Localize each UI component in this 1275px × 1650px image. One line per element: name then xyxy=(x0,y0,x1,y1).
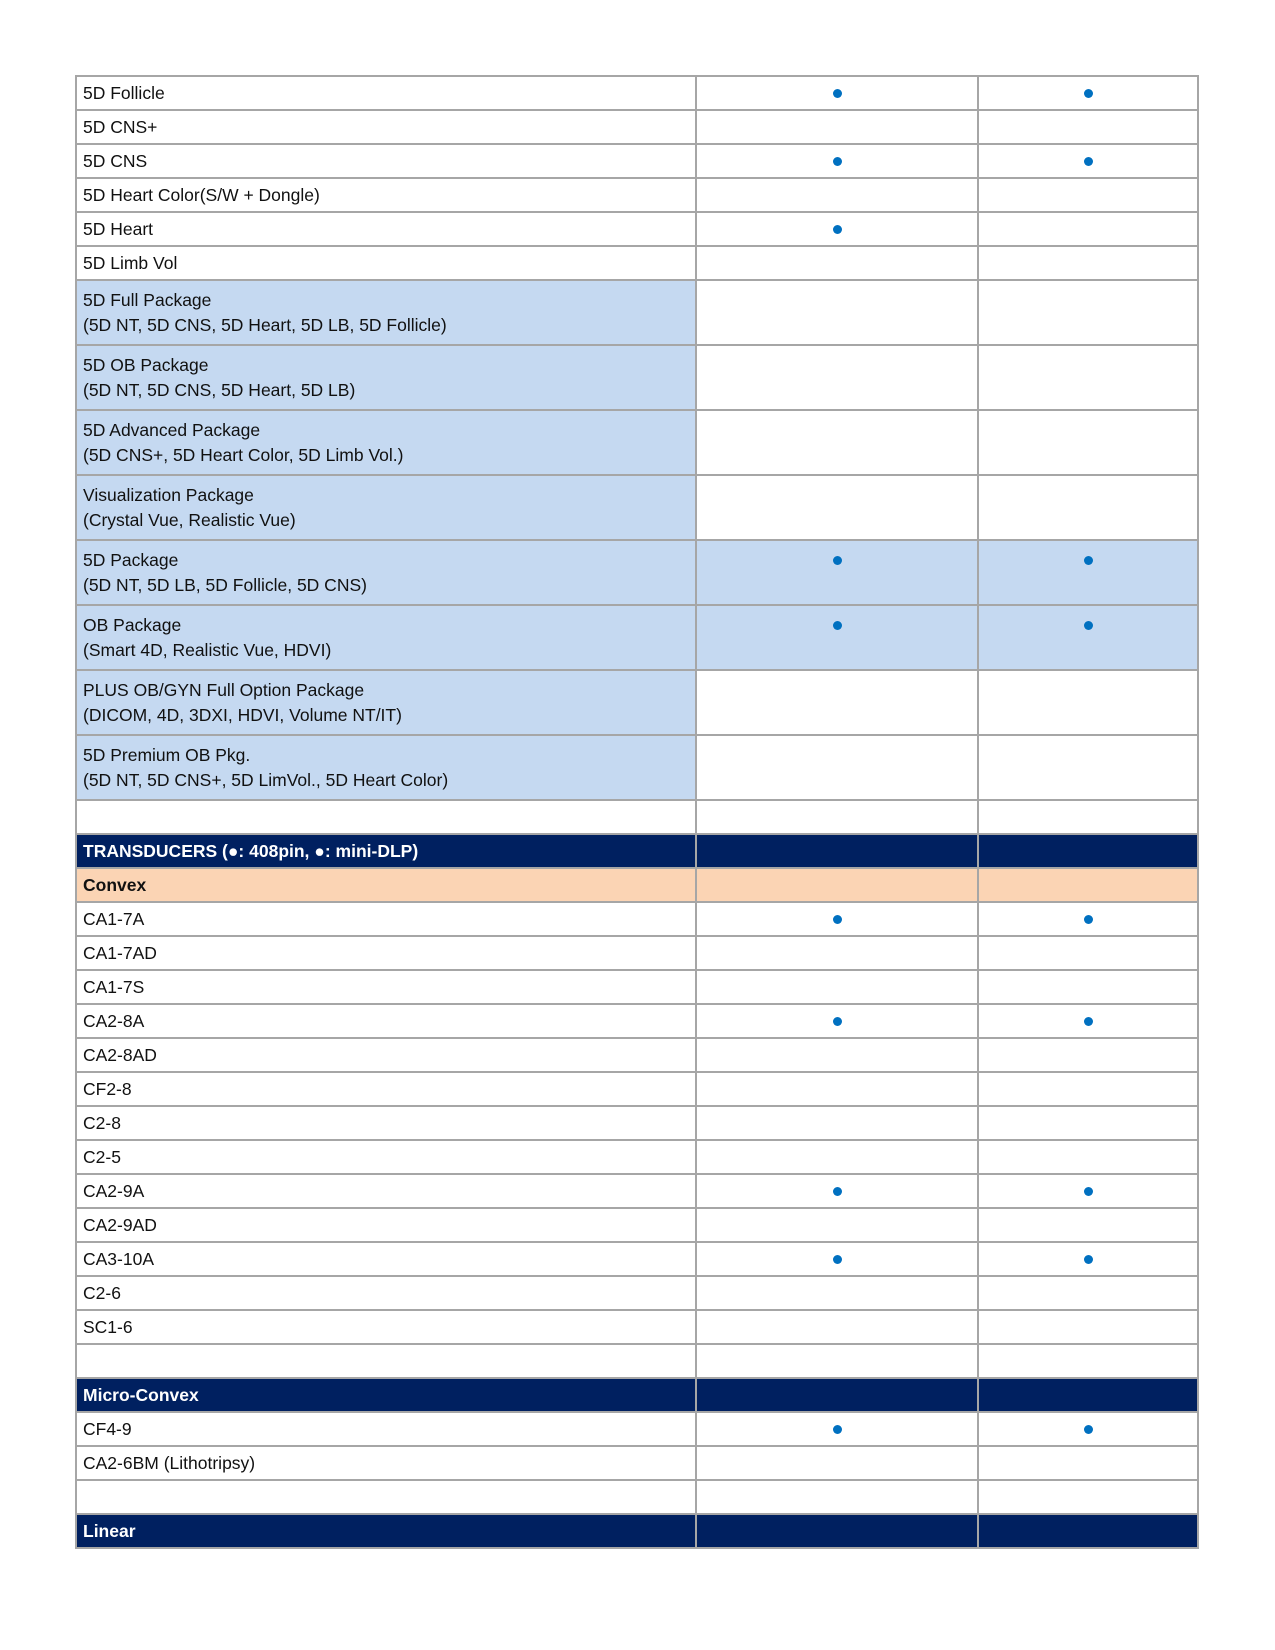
col3-availability-cell xyxy=(978,212,1198,246)
package-contents: (5D NT, 5D LB, 5D Follicle, 5D CNS) xyxy=(83,574,367,595)
col3-availability-cell xyxy=(978,280,1198,345)
bullet-dot-icon xyxy=(1084,556,1093,565)
package-contents: (Smart 4D, Realistic Vue, HDVI) xyxy=(83,639,332,660)
col2-availability-cell xyxy=(696,1038,978,1072)
col3-availability-cell xyxy=(978,970,1198,1004)
package-row xyxy=(76,345,1198,410)
col2-availability-cell xyxy=(696,1276,978,1310)
bullet-dot-icon xyxy=(833,1425,842,1434)
item-row xyxy=(76,212,1198,246)
item-row xyxy=(76,1106,1198,1140)
col3-availability-cell xyxy=(978,1208,1198,1242)
item-label: CA1-7AD xyxy=(76,936,696,970)
blank-row xyxy=(76,1344,1198,1378)
item-label: C2-6 xyxy=(76,1276,696,1310)
item-label: CA3-10A xyxy=(76,1242,696,1276)
package-row xyxy=(76,540,1198,605)
col3-availability-cell xyxy=(978,1106,1198,1140)
col2-availability-cell xyxy=(696,76,978,110)
package-label-cell xyxy=(76,475,696,540)
package-name: OB Package xyxy=(83,614,182,635)
col2-availability-cell xyxy=(696,540,978,605)
bullet-dot-icon xyxy=(833,621,842,630)
package-name: PLUS OB/GYN Full Option Package xyxy=(83,679,365,700)
blank-row xyxy=(76,1480,1198,1514)
item-label: CA2-6BM (Lithotripsy) xyxy=(76,1446,696,1480)
item-label: C2-8 xyxy=(76,1106,696,1140)
bullet-dot-icon xyxy=(833,1017,842,1026)
package-row xyxy=(76,410,1198,475)
col3-availability-cell xyxy=(978,1412,1198,1446)
empty-cell xyxy=(978,1514,1198,1548)
bullet-dot-icon xyxy=(833,1187,842,1196)
package-label-cell xyxy=(76,670,696,735)
col3-availability-cell xyxy=(978,735,1198,800)
item-row xyxy=(76,246,1198,280)
bullet-dot-icon xyxy=(1084,1255,1093,1264)
bullet-dot-icon xyxy=(833,915,842,924)
section-header-row xyxy=(76,834,1198,868)
package-row xyxy=(76,280,1198,345)
package-name: 5D Package xyxy=(83,549,179,570)
col3-availability-cell xyxy=(978,1446,1198,1480)
empty-cell xyxy=(696,1378,978,1412)
item-label: 5D Limb Vol xyxy=(76,246,696,280)
empty-cell xyxy=(76,1480,696,1514)
empty-cell xyxy=(696,800,978,834)
col3-availability-cell xyxy=(978,246,1198,280)
item-label: 5D Heart Color(S/W + Dongle) xyxy=(76,178,696,212)
item-label: CA1-7A xyxy=(76,902,696,936)
col2-availability-cell xyxy=(696,110,978,144)
col2-availability-cell xyxy=(696,936,978,970)
bullet-dot-icon xyxy=(1084,89,1093,98)
col3-availability-cell xyxy=(978,1276,1198,1310)
spec-table xyxy=(75,75,1199,1549)
package-contents: (5D NT, 5D CNS+, 5D LimVol., 5D Heart Color) xyxy=(83,769,449,790)
spec-table-body xyxy=(76,76,1198,1548)
item-row xyxy=(76,1004,1198,1038)
item-row xyxy=(76,76,1198,110)
item-label: CA1-7S xyxy=(76,970,696,1004)
col3-availability-cell xyxy=(978,1004,1198,1038)
col2-availability-cell xyxy=(696,1106,978,1140)
item-row xyxy=(76,110,1198,144)
item-row xyxy=(76,970,1198,1004)
item-row xyxy=(76,1208,1198,1242)
empty-cell xyxy=(978,834,1198,868)
col3-availability-cell xyxy=(978,605,1198,670)
item-row xyxy=(76,1446,1198,1480)
package-name: Visualization Package xyxy=(83,484,254,505)
item-label: C2-5 xyxy=(76,1140,696,1174)
col2-availability-cell xyxy=(696,1412,978,1446)
item-row xyxy=(76,1140,1198,1174)
item-row xyxy=(76,178,1198,212)
package-label-cell xyxy=(76,280,696,345)
item-label: 5D CNS xyxy=(76,144,696,178)
item-label: CA2-8A xyxy=(76,1004,696,1038)
bullet-dot-icon xyxy=(1084,621,1093,630)
item-row xyxy=(76,1174,1198,1208)
section-title: Micro-Convex xyxy=(76,1378,696,1412)
section-header-row xyxy=(76,1514,1198,1548)
bullet-dot-icon xyxy=(833,1255,842,1264)
col3-availability-cell xyxy=(978,670,1198,735)
col2-availability-cell xyxy=(696,144,978,178)
package-contents: (5D NT, 5D CNS, 5D Heart, 5D LB) xyxy=(83,379,356,400)
col3-availability-cell xyxy=(978,110,1198,144)
col3-availability-cell xyxy=(978,144,1198,178)
bullet-dot-icon xyxy=(833,89,842,98)
item-row xyxy=(76,1276,1198,1310)
col2-availability-cell xyxy=(696,1446,978,1480)
col2-availability-cell xyxy=(696,970,978,1004)
col3-availability-cell xyxy=(978,1242,1198,1276)
col2-availability-cell xyxy=(696,1242,978,1276)
col3-availability-cell xyxy=(978,1140,1198,1174)
col3-availability-cell xyxy=(978,1310,1198,1344)
col2-availability-cell xyxy=(696,902,978,936)
empty-cell xyxy=(696,834,978,868)
package-row xyxy=(76,475,1198,540)
package-row xyxy=(76,605,1198,670)
col3-availability-cell xyxy=(978,902,1198,936)
item-label: CA2-8AD xyxy=(76,1038,696,1072)
empty-cell xyxy=(76,800,696,834)
bullet-dot-icon xyxy=(1084,1017,1093,1026)
item-label: 5D Heart xyxy=(76,212,696,246)
package-name: 5D Full Package xyxy=(83,289,212,310)
item-row xyxy=(76,1038,1198,1072)
col2-availability-cell xyxy=(696,280,978,345)
empty-cell xyxy=(76,1344,696,1378)
col3-availability-cell xyxy=(978,178,1198,212)
item-row xyxy=(76,144,1198,178)
bullet-dot-icon xyxy=(833,225,842,234)
package-name: 5D Premium OB Pkg. xyxy=(83,744,251,765)
package-name: 5D Advanced Package xyxy=(83,419,261,440)
empty-cell xyxy=(978,1480,1198,1514)
item-label: 5D Follicle xyxy=(76,76,696,110)
bullet-dot-icon xyxy=(1084,1425,1093,1434)
item-row xyxy=(76,1072,1198,1106)
bullet-dot-icon xyxy=(1084,157,1093,166)
col3-availability-cell xyxy=(978,76,1198,110)
col2-availability-cell xyxy=(696,1072,978,1106)
col2-availability-cell xyxy=(696,178,978,212)
package-contents: (5D CNS+, 5D Heart Color, 5D Limb Vol.) xyxy=(83,444,404,465)
col2-availability-cell xyxy=(696,410,978,475)
package-name: 5D OB Package xyxy=(83,354,209,375)
col2-availability-cell xyxy=(696,1140,978,1174)
package-row xyxy=(76,735,1198,800)
col3-availability-cell xyxy=(978,1174,1198,1208)
subsection-header-row xyxy=(76,868,1198,902)
item-label: CF2-8 xyxy=(76,1072,696,1106)
item-row xyxy=(76,1242,1198,1276)
package-label-cell xyxy=(76,345,696,410)
empty-cell xyxy=(978,1344,1198,1378)
col2-availability-cell xyxy=(696,735,978,800)
col2-availability-cell xyxy=(696,1310,978,1344)
section-header-row xyxy=(76,1378,1198,1412)
package-row xyxy=(76,670,1198,735)
col2-availability-cell xyxy=(696,475,978,540)
empty-cell xyxy=(978,868,1198,902)
col3-availability-cell xyxy=(978,475,1198,540)
item-label: 5D CNS+ xyxy=(76,110,696,144)
col3-availability-cell xyxy=(978,410,1198,475)
item-label: CF4-9 xyxy=(76,1412,696,1446)
item-label: SC1-6 xyxy=(76,1310,696,1344)
package-label-cell xyxy=(76,540,696,605)
bullet-dot-icon xyxy=(833,556,842,565)
col2-availability-cell xyxy=(696,246,978,280)
item-row xyxy=(76,902,1198,936)
empty-cell xyxy=(978,800,1198,834)
item-row xyxy=(76,1412,1198,1446)
col2-availability-cell xyxy=(696,345,978,410)
package-label-cell xyxy=(76,605,696,670)
bullet-dot-icon xyxy=(1084,1187,1093,1196)
col3-availability-cell xyxy=(978,540,1198,605)
empty-cell xyxy=(978,1378,1198,1412)
col2-availability-cell xyxy=(696,1208,978,1242)
item-label: CA2-9AD xyxy=(76,1208,696,1242)
blank-row xyxy=(76,800,1198,834)
package-contents: (5D NT, 5D CNS, 5D Heart, 5D LB, 5D Follicle) xyxy=(83,314,447,335)
bullet-dot-icon xyxy=(833,157,842,166)
package-contents: (Crystal Vue, Realistic Vue) xyxy=(83,509,296,530)
item-row xyxy=(76,936,1198,970)
item-row xyxy=(76,1310,1198,1344)
empty-cell xyxy=(696,1480,978,1514)
col3-availability-cell xyxy=(978,936,1198,970)
bullet-dot-icon xyxy=(1084,915,1093,924)
col2-availability-cell xyxy=(696,1174,978,1208)
package-contents: (DICOM, 4D, 3DXI, HDVI, Volume NT/IT) xyxy=(83,704,402,725)
item-label: CA2-9A xyxy=(76,1174,696,1208)
empty-cell xyxy=(696,868,978,902)
col2-availability-cell xyxy=(696,605,978,670)
package-label-cell xyxy=(76,410,696,475)
col3-availability-cell xyxy=(978,1072,1198,1106)
col3-availability-cell xyxy=(978,1038,1198,1072)
col2-availability-cell xyxy=(696,212,978,246)
section-title: TRANSDUCERS (●: 408pin, ●: mini-DLP) xyxy=(76,834,696,868)
col2-availability-cell xyxy=(696,1004,978,1038)
section-title: Linear xyxy=(76,1514,696,1548)
empty-cell xyxy=(696,1514,978,1548)
package-label-cell xyxy=(76,735,696,800)
empty-cell xyxy=(696,1344,978,1378)
col3-availability-cell xyxy=(978,345,1198,410)
subsection-title: Convex xyxy=(76,868,696,902)
col2-availability-cell xyxy=(696,670,978,735)
